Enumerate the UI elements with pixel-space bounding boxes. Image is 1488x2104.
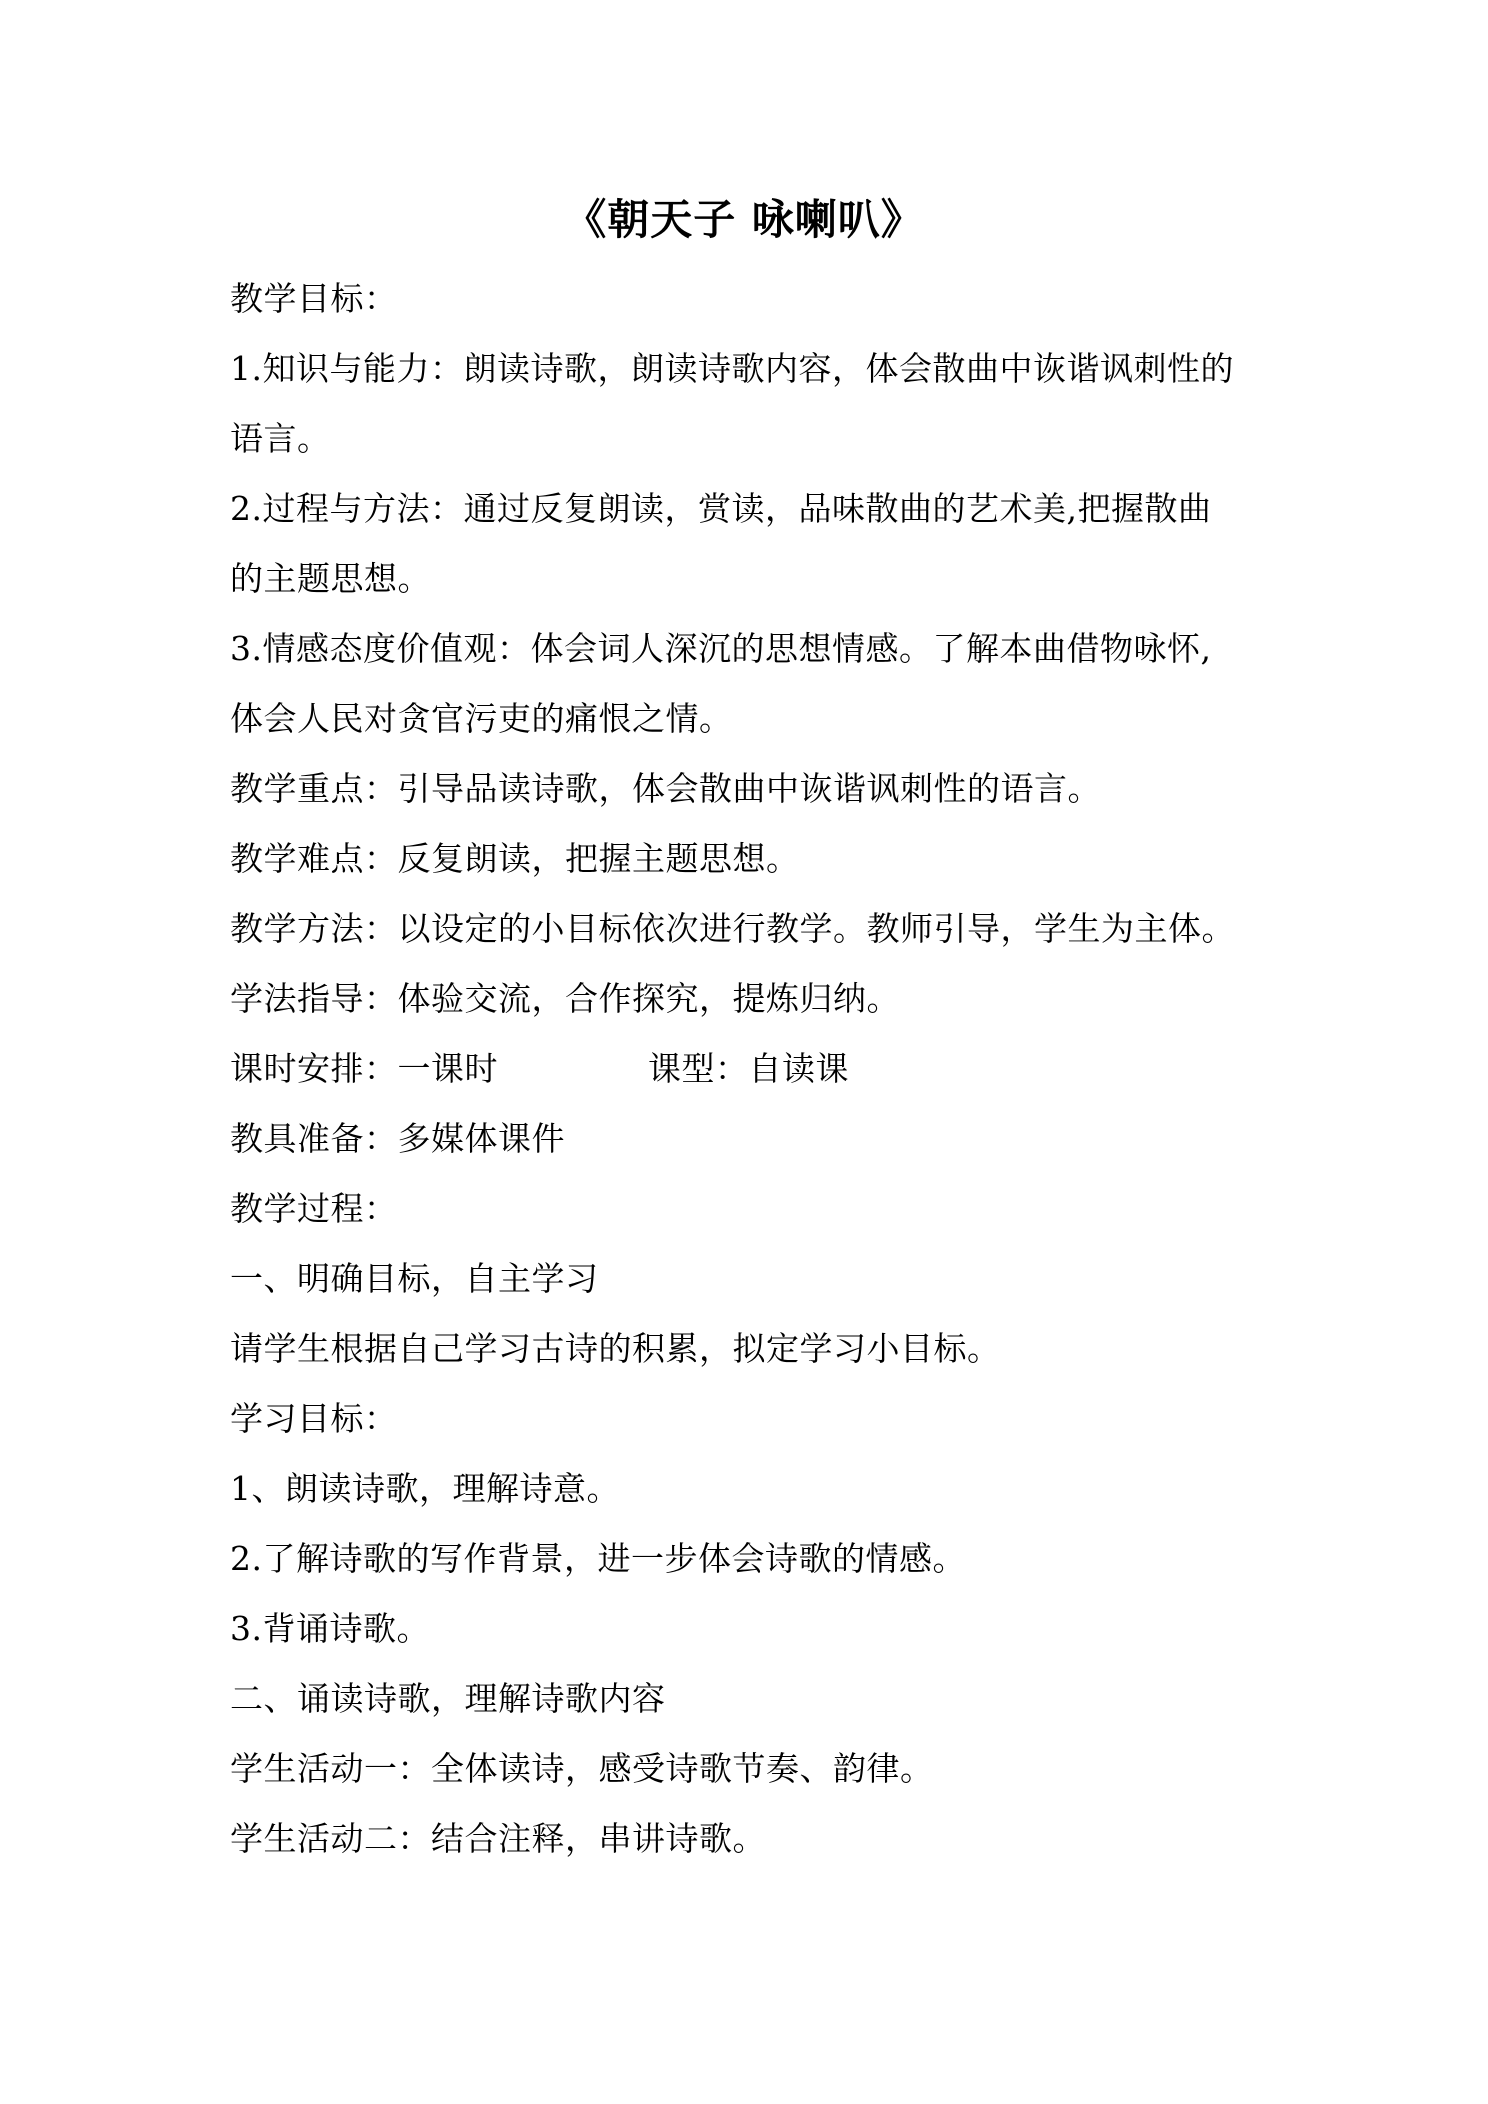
lesson-time: 课时安排：一课时 [230,1049,498,1088]
list-item: 2.了解诗歌的写作背景，进一步体会诗歌的情感。 [230,1539,966,1578]
lesson-type: 课型：自读课 [648,1049,849,1088]
list-item: 3.背诵诗歌。 [230,1609,430,1648]
page-title: 《朝天子 咏喇叭》 [564,195,924,244]
list-item: 1、朗读诗歌，理解诗意。 [230,1469,620,1508]
section-heading: 二、诵读诗歌，理解诗歌内容 [230,1679,666,1718]
text-line: 请学生根据自己学习古诗的积累，拟定学习小目标。 [230,1329,1001,1368]
text-line: 学法指导：体验交流，合作探究，提炼归纳。 [230,979,900,1018]
schedule-line [230,1045,1270,1093]
text-line: 学生活动二：结合注释，串讲诗歌。 [230,1819,766,1858]
text-line: 的主题思想。 [230,559,431,598]
text-line: 教学方法：以设定的小目标依次进行教学。教师引导，学生为主体。 [230,909,1235,948]
text-line: 体会人民对贪官污吏的痛恨之情。 [230,699,733,738]
text-line: 1.知识与能力：朗读诗歌，朗读诗歌内容，体会散曲中诙谐讽刺性的 [230,349,1234,388]
text-line: 教学过程： [230,1189,398,1228]
text-line: 教学难点：反复朗读，把握主题思想。 [230,839,800,878]
text-line: 3.情感态度价值观：体会词人深沉的思想情感。了解本曲借物咏怀, [230,629,1212,668]
text-line: 教学重点：引导品读诗歌，体会散曲中诙谐讽刺性的语言。 [230,769,1101,808]
text-line: 2.过程与方法：通过反复朗读，赏读，品味散曲的艺术美,把握散曲 [230,489,1212,528]
text-line: 学习目标： [230,1399,398,1438]
text-line: 教具准备：多媒体课件 [230,1119,565,1158]
text-line: 教学目标： [230,279,398,318]
text-line: 语言。 [230,419,331,458]
section-heading: 一、明确目标，自主学习 [230,1259,599,1298]
text-line: 学生活动一：全体读诗，感受诗歌节奏、韵律。 [230,1749,934,1788]
